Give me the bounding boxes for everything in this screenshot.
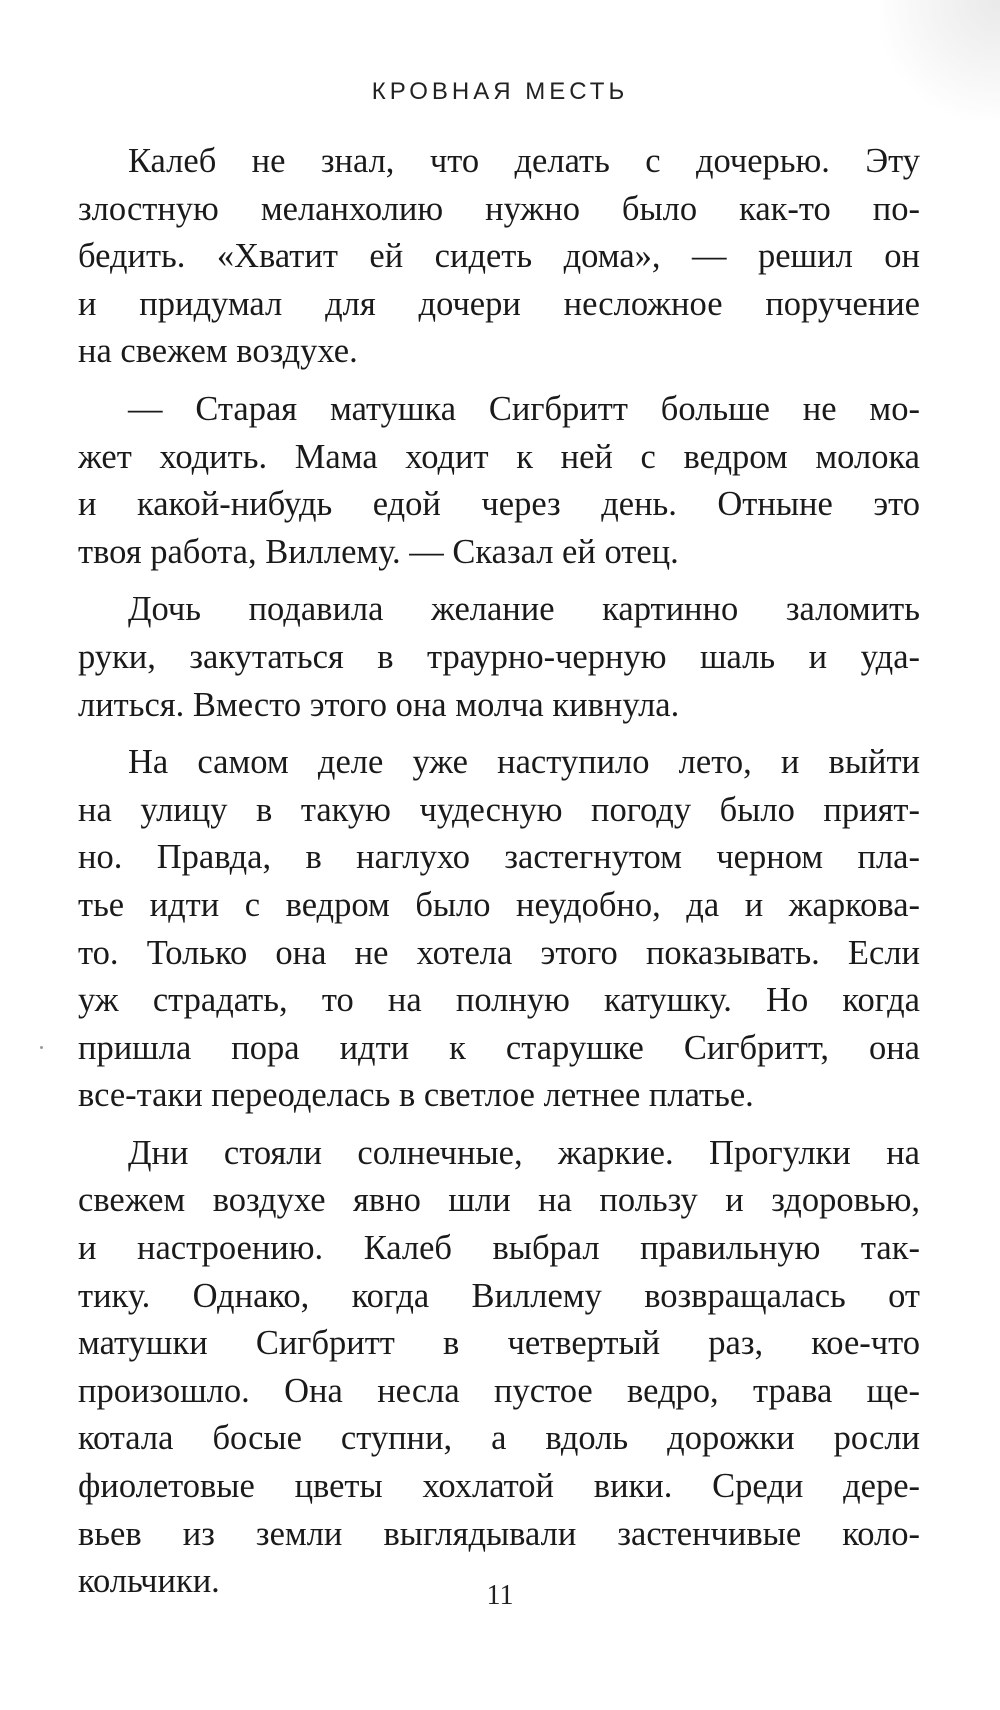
running-title: КРОВНАЯ МЕСТЬ	[371, 78, 629, 105]
text-line: на улицу в такую чудесную погоду было прият-	[78, 790, 920, 829]
text-line: злостную меланхолию нужно было как-то по-	[78, 189, 920, 228]
text-line: жет ходить. Мама ходит к ней с ведром молока	[78, 437, 920, 476]
text-line: матушки Сигбритт в четвертый раз, кое-что	[78, 1324, 920, 1363]
text-line: твоя работа, Виллему. — Сказал ей отец.	[78, 532, 679, 571]
text-line: бедить. «Хватит ей сидеть дома», — решил он	[78, 237, 920, 276]
text-line: руки, закутаться в траурно-черную шаль и уда-	[78, 637, 920, 676]
body-text	[78, 138, 920, 1616]
text-line: свежем воздухе явно шли на пользу и здоровью,	[78, 1181, 920, 1220]
text-line: произошло. Она несла пустое ведро, трава ще-	[78, 1371, 920, 1410]
text-line: тье идти с ведром было неудобно, да и жаркова-	[78, 885, 920, 924]
text-line: и настроению. Калеб выбрал правильную так-	[78, 1229, 920, 1268]
text-line: и какой-нибудь едой через день. Отныне это	[78, 485, 920, 524]
text-line: вьев из земли выглядывали застенчивые коло-	[78, 1514, 920, 1553]
text-line: На самом деле уже наступило лето, и выйти	[128, 743, 920, 782]
text-line: тику. Однако, когда Виллему возвращалась от	[78, 1276, 920, 1315]
scan-speck	[40, 1046, 43, 1049]
text-line: то. Только она не хотела этого показывать. Если	[78, 933, 920, 972]
text-line: котала босые ступни, а вдоль дорожки росли	[78, 1419, 920, 1458]
text-line: фиолетовые цветы хохлатой вики. Среди дере-	[78, 1467, 920, 1506]
text-line: но. Правда, в наглухо застегнутом черном пла-	[78, 838, 920, 877]
text-line: уж страдать, то на полную катушку. Но когда	[78, 981, 920, 1020]
paragraph	[78, 739, 920, 1120]
text-line: на свежем воздухе.	[78, 332, 358, 371]
text-line: литься. Вместо этого она молча кивнула.	[78, 685, 680, 724]
text-line: кольчики.	[78, 1562, 220, 1601]
paragraph	[78, 138, 920, 376]
text-line: Дни стояли солнечные, жаркие. Прогулки на	[128, 1133, 920, 1172]
page-number: 11	[486, 1580, 514, 1611]
text-line: пришла пора идти к старушке Сигбритт, она	[78, 1028, 920, 1067]
paragraph	[78, 1130, 920, 1606]
paragraph	[78, 386, 920, 576]
text-line: все-таки переоделась в светлое летнее платье.	[78, 1076, 754, 1115]
text-line: — Старая матушка Сигбритт больше не мо-	[128, 389, 920, 428]
text-line: Дочь подавила желание картинно заломить	[128, 590, 920, 629]
text-line: Калеб не знал, что делать с дочерью. Эту	[128, 142, 920, 180]
text-line: и придумал для дочери несложное поручение	[78, 284, 920, 323]
paragraph	[78, 586, 920, 729]
